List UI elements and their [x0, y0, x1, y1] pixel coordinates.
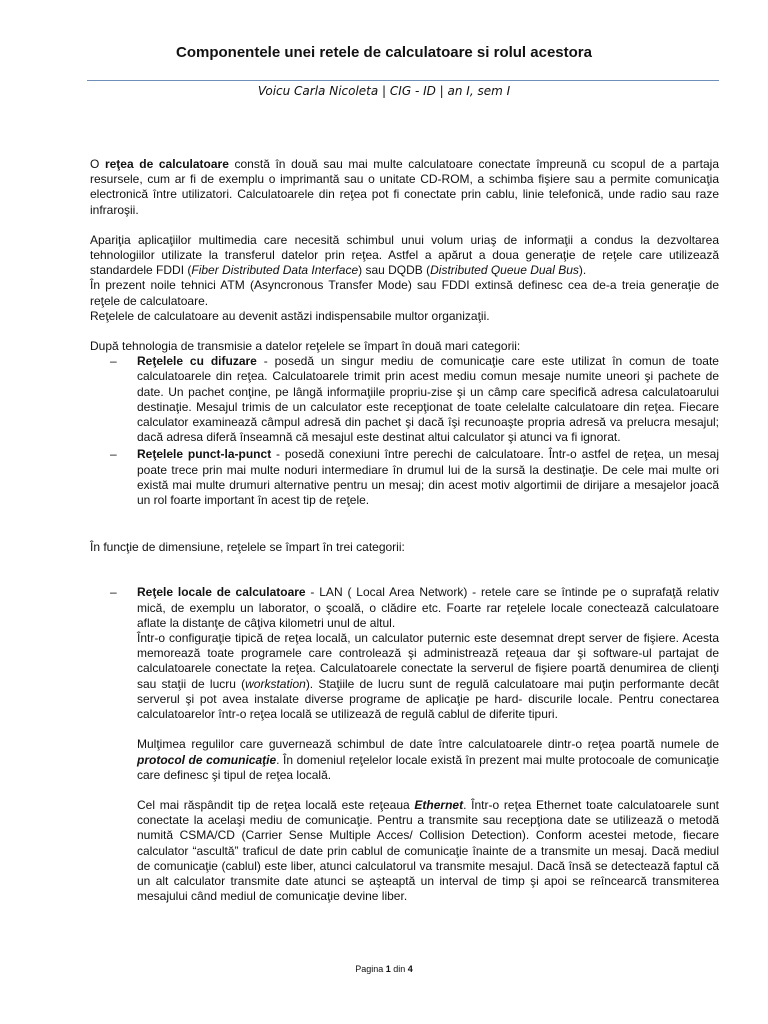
size-list: [90, 585, 719, 904]
size-intro: În funcţie de dimensiune, reţelele se împart în trei categorii:: [90, 540, 405, 555]
lan-definition: – Reţele locale de calculatoare - LAN ( Local Area Network) - retele care se întinde pe o suprafaţă relativ mică, de exemplu un laborator, o şcoală, o clădire etc. Foarte rar reţelele locale conectează calculatoare aflate la distanţe de câţiva kilometri unul de altul.: [137, 585, 719, 630]
page-title: Componentele unei retele de calculatoare si rolul acestora: [176, 44, 592, 61]
list-item: – Reţelele cu difuzare - posedă un singur mediu de comunicaţie care este utilizat în comun de toate calculatoarele din reţea. Calculatoarele trimit prin acest mediu comun mesaje numite uneori şi pachete de date. Un pachet conţine, pe lângă informaţiile propriu-zise şi un câmp care specifică adresa calculatoarului destinaţie. Mesajul trimis de un calculator este recepţionat de toate celelalte calculatoare din reţea. Fiecare calculator examinează câmpul adresă din pachet şi dacă îşi recunoaşte propria adresă va prelucra mesajul; dacă adresa diferă înseamnă că mesajul este destinat altui calculator şi atunci va fi ignorat.: [90, 354, 719, 445]
term-retea: reţea de calculatoare: [104, 157, 229, 171]
lan-paragraph-ethernet: Cel mai răspândit tip de reţea locală este reţeaua Ethernet. Într-o reţea Ethernet toate calculatoarele sunt conectate la acelaşi mediu de comunicaţie. Pentru a transmite sau recepţiona date se utilizează o metodă numită CSMA/CD (Carrier Sense Multiple Acces/ Collision Detection). Conform acestei metode, fiecare calculator “ascultă” traficul de date prin cablul de comunicaţie înainte de a transmite un mesaj. Dacă mediul de comunicaţie (cablul) este liber, atunci calculatorul va transmite mesajul. Dacă însă se detectează faptul că un alt calculator transmite date atunci se aşteaptă un interval de timp şi apoi se reîncearcă transmiterea mesajului când mediul de comunicaţie devine liber.: [137, 797, 719, 904]
lan-paragraph-server: Într-o configuraţie tipică de reţea locală, un calculator puternic este desemnat drept server de fişiere. Acesta memorează toate programele care controlează şi administrează reţeaua dar şi software-ul partajat de calculatoarele conectate la reţea. Calculatoarele conectate la serverul de fişiere poartă denumirea de clienţi sau staţii de lucru (workstation). Staţiile de lucru sunt de regulă calculatoare mai puţin performante decât serverul şi pot avea instalate diverse programe de aplicaţie pe hard- discurile locale. Pentru conectarea calculatoarelor într-o reţea locală se utilizează de regulă cablul de diferite tipuri.: [137, 631, 719, 722]
transmission-list: [90, 354, 719, 508]
author-line: Voicu Carla Nicoleta | CIG - ID | an I, sem I: [257, 84, 511, 98]
page-number: 1: [385, 964, 391, 974]
paragraph-multimedia: Apariţia aplicaţiilor multimedia care necesită schimbul unui volum uriaş de informaţii a condus la dezvoltarea tehnologiilor utilizate la transferul datelor prin reţea. Astfel a apărut a doua generaţie de reţele care utilizează standardele FDDI (Fiber Distributed Data Interface) sau DQDB (Distributed Queue Dual Bus).: [90, 232, 719, 278]
paragraph-definition: O reţea de calculatoare constă în două sau mai multe calculatoare conectate împreună cu scopul de a partaja resursele, cum ar fi de exemplu o imprimantă sau o unitate CD-ROM, a schimba fişiere sau a permite comunicaţia electronică între utilizatori. Calculatoarele din reţea pot fi conectate prin cablu, linie telefonică, unde radio sau raze infraroşii.: [90, 157, 720, 217]
page-footer: Pagina 1 din 4: [355, 964, 413, 974]
document-body: [90, 157, 719, 906]
lan-paragraph-protocol: Mulţimea regulilor care guvernează schimbul de date între calculatoarele dintr-o reţea poartă numele de protocol de comunicaţie. În domeniul reţelelor locale există în prezent mai multe protocoale de comunicaţie care definesc şi tipul de reţea locală.: [137, 737, 720, 782]
paragraph-indispensable: Reţelele de calculatoare au devenit astăzi indispensabile multor organizaţii.: [90, 308, 490, 323]
page-total: 4: [407, 964, 413, 974]
list-item: – Reţelele punct-la-punct - posedă conexiuni între perechi de calculatoare. Într-o astfel de reţea, un mesaj poate trece prin mai multe noduri intermediare în drumul lui de la sursă la destinaţie. De cele mai multe ori există mai multe drumuri alternative pentru un mesaj; din acest motiv algortimii de dirijare a mesajelor joacă un rol foarte important în acest tip de reţele.: [90, 447, 719, 508]
transmission-intro: După tehnologia de transmisie a datelor reţelele se împart în două mari categorii:: [90, 339, 521, 354]
header-rule: [87, 80, 719, 81]
paragraph-atm: În prezent noile tehnici ATM (Asyncronous Transfer Mode) sau FDDI extinsă definesc cea de-a treia generaţie de reţele de calculatoare.: [90, 278, 719, 308]
list-item: [90, 585, 719, 904]
